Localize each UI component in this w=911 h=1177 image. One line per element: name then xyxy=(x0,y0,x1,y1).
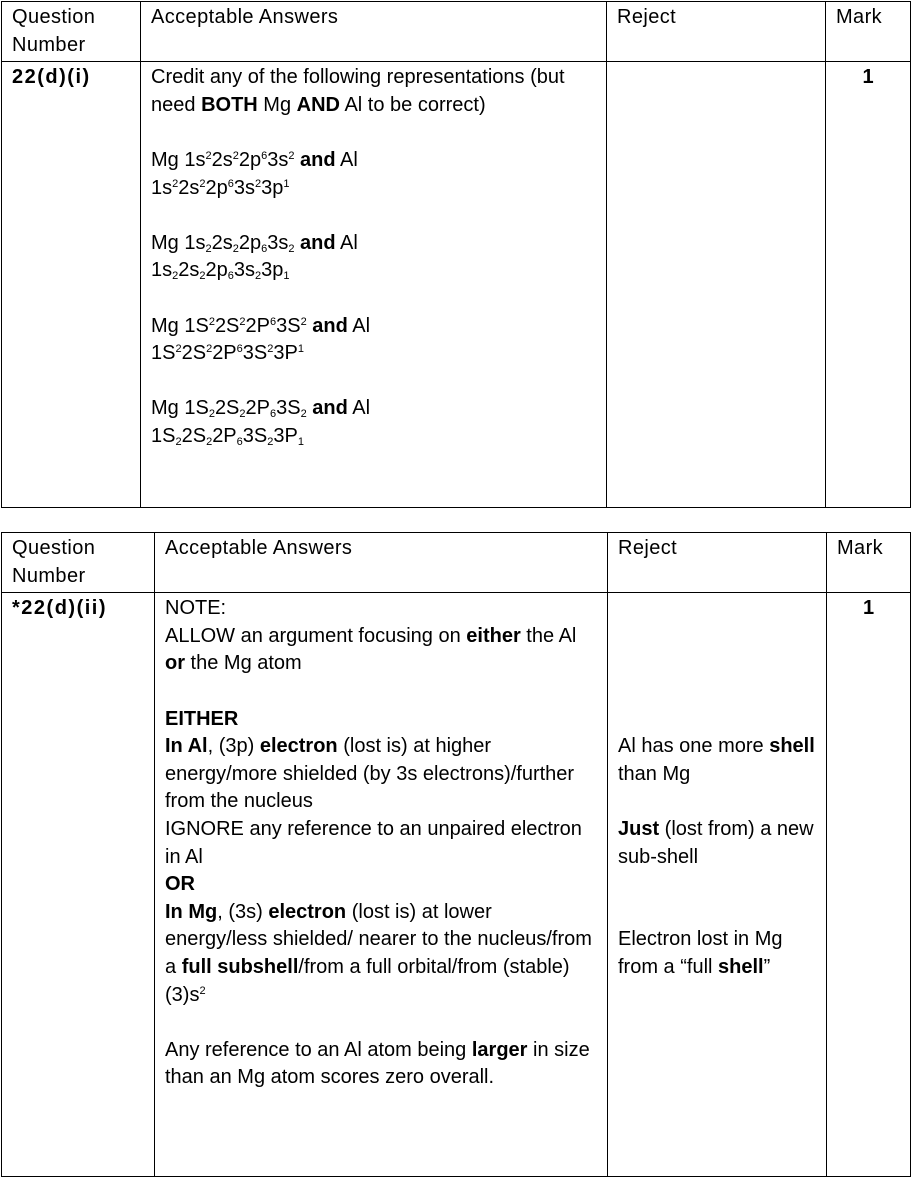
header-acceptable-answers: Acceptable Answers xyxy=(155,533,608,593)
header-row xyxy=(2,533,911,593)
intro-text: Credit any of the following representations (but need BOTH Mg AND Al to be correct) xyxy=(151,66,565,116)
header-reject: Reject xyxy=(607,2,826,62)
or-label: OR xyxy=(165,873,195,896)
config-superscript-lower: Mg $1s^22s^22p^63s^2$ and Al $1s^22s^22p^63s^23p^1$ xyxy=(151,148,358,199)
reject-cell xyxy=(607,62,826,508)
mark-value: 1 xyxy=(826,62,911,508)
reject-one-more-shell: Al has one more shell than Mg xyxy=(618,735,815,785)
allow-text: ALLOW an argument focusing on either the Al or the Mg atom xyxy=(165,624,577,675)
mark-value: 1 xyxy=(827,593,911,1177)
header-acceptable-answers: Acceptable Answers xyxy=(141,2,607,62)
config-superscript-upper: Mg $1S^22S^22P^63S^2$ and Al $1S^22S^22P^63S^23P^1$ xyxy=(151,314,371,365)
header-row xyxy=(2,2,911,62)
either-label: EITHER xyxy=(165,707,239,730)
reject-new-subshell: Just (lost from) a new sub-shell xyxy=(618,817,814,868)
acceptable-answers-cell xyxy=(141,62,607,508)
answer-row xyxy=(2,62,911,508)
al-explanation: In Al, (3p) electron (lost is) at higher energy/more shielded (by 3s electrons)/further from the nucleus xyxy=(165,735,575,813)
mg-explanation: In Mg, (3s) electron (lost is) at lower energy/less shielded/ nearer to the nucleus/from a full subshell/from a full orbital/from (stable) $(3)s^2$ xyxy=(165,900,592,1006)
header-question-number: Question Number xyxy=(2,2,141,62)
acceptable-answers-cell xyxy=(155,593,608,1177)
question-number: *22(d)(ii) xyxy=(2,593,155,1177)
mark-scheme-table-22dii xyxy=(1,532,911,1177)
config-subscript-lower: Mg $1s_22s_22p_63s_2$ and Al $1s_22s_22p_63s_23p_1$ xyxy=(151,231,358,283)
header-question-number: Question Number xyxy=(2,533,155,593)
header-mark: Mark xyxy=(826,2,911,62)
ignore-text: IGNORE any reference to an unpaired electron in Al xyxy=(165,817,582,868)
question-number: 22(d)(i) xyxy=(2,62,141,508)
larger-reference-text: Any reference to an Al atom being larger in size than an Mg atom scores zero overall. xyxy=(165,1038,590,1089)
config-subscript-upper: Mg $1S_22S_22P_63S_2$ and Al $1S_22S_22P_63S_23P_1$ xyxy=(151,397,371,448)
header-reject: Reject xyxy=(608,533,827,593)
note-label: NOTE: xyxy=(165,597,227,620)
reject-full-shell: Electron lost in Mg from a “full shell” xyxy=(618,928,783,978)
answer-row xyxy=(2,593,911,1177)
mark-scheme-table-22di xyxy=(1,1,911,508)
reject-cell xyxy=(608,593,827,1177)
header-mark: Mark xyxy=(827,533,911,593)
